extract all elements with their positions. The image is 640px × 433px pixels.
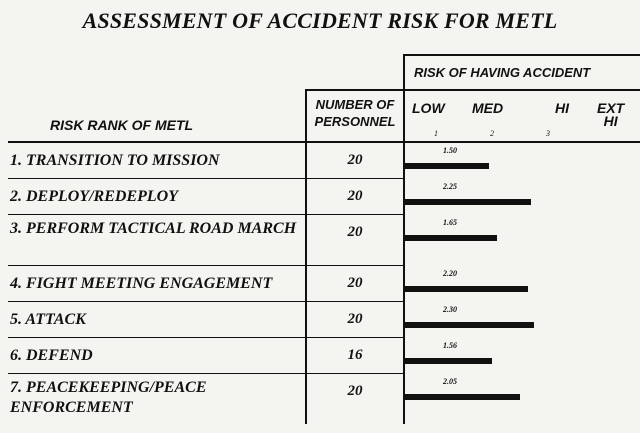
row-divider [8, 373, 404, 374]
row-label: 1. TRANSITION TO MISSION [10, 152, 220, 169]
row-divider [8, 265, 404, 266]
row-label: 5. ATTACK [10, 311, 86, 328]
x-tick-label: 2 [490, 129, 494, 138]
risk-bar [405, 322, 534, 328]
risk-value-label: 2.30 [443, 305, 457, 314]
risk-category-label: HI [555, 100, 569, 116]
risk-bar [405, 358, 492, 364]
risk-bar [405, 394, 520, 400]
risk-category-label: LOW [412, 100, 445, 116]
risk-value-label: 1.65 [443, 218, 457, 227]
personnel-count: 20 [347, 188, 363, 204]
row-label: 7. PEACEKEEPING/PEACE ENFORCEMENT [10, 379, 207, 416]
risk-bar [405, 163, 489, 169]
risk-header-rule [306, 89, 640, 91]
risk-bar [405, 199, 531, 205]
chart-title: ASSESSMENT OF ACCIDENT RISK FOR METL [82, 8, 558, 33]
personnel-count: 20 [347, 311, 363, 327]
row-header: RISK RANK OF METL [50, 117, 194, 133]
risk-category-label: MED [472, 100, 504, 116]
personnel-header: NUMBER OF PERSONNEL [314, 97, 396, 129]
risk-value-label: 2.20 [443, 269, 457, 278]
risk-value-label: 1.56 [443, 341, 457, 350]
personnel-count: 16 [347, 347, 363, 363]
x-tick-label: 3 [546, 129, 550, 138]
personnel-count: 20 [347, 224, 363, 240]
personnel-count: 20 [347, 152, 363, 168]
risk-header: RISK OF HAVING ACCIDENT [414, 65, 591, 80]
risk-value-label: 2.05 [443, 377, 457, 386]
risk-category-label: EXT HI [597, 100, 625, 129]
personnel-count: 20 [347, 275, 363, 291]
x-tick-label: 1 [434, 129, 438, 138]
row-label: 2. DEPLOY/REDEPLOY [10, 188, 178, 205]
row-label: 6. DEFEND [10, 347, 93, 364]
header-bottom-rule [8, 141, 640, 143]
row-label: 3. PERFORM TACTICAL ROAD MARCH [10, 220, 297, 237]
row-label: 4. FIGHT MEETING ENGAGEMENT [10, 275, 273, 292]
header-top-rule [404, 54, 640, 56]
risk-value-label: 2.25 [443, 182, 457, 191]
row-divider [8, 214, 404, 215]
risk-value-label: 1.50 [443, 146, 457, 155]
risk-bar [405, 286, 528, 292]
row-divider [8, 337, 404, 338]
row-divider [8, 301, 404, 302]
personnel-count: 20 [347, 383, 363, 399]
risk-bar [405, 235, 497, 241]
row-divider [8, 178, 404, 179]
